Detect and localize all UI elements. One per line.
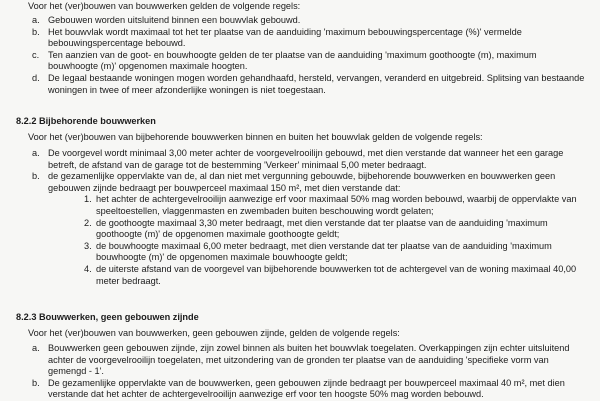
sub-list-marker: 1.: [84, 194, 92, 205]
section-823-heading: 8.2.3 Bouwwerken, geen gebouwen zijnde: [16, 312, 199, 322]
sub-list-item: [84, 264, 588, 287]
section-822-heading: 8.2.2 Bijbehorende bouwwerken: [16, 116, 156, 126]
sub-list-item: [84, 218, 588, 241]
list-marker: a.: [32, 15, 40, 25]
list-text: Het bouwvlak wordt maximaal tot het ter plaatse van de aanduiding 'maximum bebouwingspercentage (%)' vermelde bebouwingspercentage bebouwd.: [48, 26, 522, 49]
list-text: De legaal bestaande woningen mogen worden gehandhaafd, hersteld, vervangen, veranderd en uitgebreid. Splitsing van bestaande woningen in twee of meer afzonderlijke woningen is niet toegestaan.: [48, 72, 585, 95]
sub-list-marker: 4.: [84, 263, 92, 274]
block1-intro: Voor het (ver)bouwen van bouwwerken gelden de volgende regels:: [28, 1, 301, 11]
list-text: De gezamenlijke oppervlakte van de bouwwerken, geen gebouwen zijnde bedraagt per bouwperceel maximaal 40 m², met dien verstande dat het achter de achtergevelrooilijn aanwezige erf voor ten hoogste 50% mag worden bebouwd.: [48, 377, 565, 400]
list-text: Bouwwerken geen gebouwen zijnde, zijn zowel binnen als buiten het bouwvlak toegelaten. Overkappingen zijn echter uitsluitend achter de voorgevelrooilijn toegelaten, met uitzondering van de gronden ter plaatse van de aanduiding 'specifieke vorm van gemengd - 1'.: [48, 343, 570, 377]
sub-list-item: [84, 241, 588, 264]
list-text: De voorgevel wordt minimaal 3,00 meter achter de voorgevelrooilijn gebouwd, met dien verstande dat wanneer het een garage betreft, de afstand van de garage tot de bestemming 'Verkeer' minimaal 5,00 meter bedraagt.: [48, 148, 564, 170]
list-marker: d.: [32, 72, 40, 83]
list-text: Ten aanzien van de goot- en bouwhoogte gelden de ter plaatse van de aanduiding 'maximum goothoogte (m), maximum bouwhoogte (m)' opgenomen maximale hoogten.: [48, 49, 537, 72]
section-822-intro: Voor het (ver)bouwen van bijbehorende bouwwerken binnen en buiten het bouwvlak gelden de volgende regels:: [28, 132, 483, 142]
sub-list-text: de uiterste afstand van de voorgevel van bijbehorende bouwwerken tot de achtergevel van de woning maximaal 40,00 meter bedraagt.: [96, 263, 577, 286]
list-marker: a.: [32, 343, 40, 353]
list-item: [32, 377, 588, 401]
sub-list-item: [84, 194, 588, 217]
list-marker: a.: [32, 148, 40, 158]
list-item: [32, 171, 588, 287]
sub-list-marker: 2.: [84, 217, 92, 228]
list-text: Gebouwen worden uitsluitend binnen een bouwvlak gebouwd.: [48, 15, 301, 25]
sub-list-text: het achter de achtergevelrooilijn aanwezige erf voor maximaal 50% mag worden bebouwd, waarbij de oppervlakte van speeltoestellen, vlaggenmasten en zwembaden buiten beschouwing wordt gelaten;: [96, 194, 577, 216]
section-823-intro: Voor het (ver)bouwen van bouwwerken, geen gebouwen zijnde, gelden de volgende regels:: [28, 328, 400, 338]
sub-list-text: de bouwhoogte maximaal 6,00 meter bedraagt, met dien verstande dat ter plaatse van de aanduiding 'maximum bouwhoogte (m)' de opgenomen maximale bouwhoogte geldt;: [96, 240, 552, 263]
list-item: [32, 15, 588, 27]
list-marker: b.: [32, 377, 40, 388]
list-marker: b.: [32, 171, 40, 182]
list-item: [32, 72, 588, 96]
list-item: [32, 343, 588, 378]
section-822-sublist: [48, 194, 588, 287]
sub-list-text: de goothoogte maximaal 3,30 meter bedraagt, met dien verstande dat ter plaatse van de aanduiding 'maximum goothoogte (m)' de opgenomen maximale goothoogte geldt;: [96, 217, 548, 240]
section-822-list: [32, 148, 588, 287]
sub-list-marker: 3.: [84, 240, 92, 251]
list-text: de gezamenlijke oppervlakte van de, al dan niet met vergunning gebouwde, bijbehorende bouwwerken en bouwwerken geen gebouwen zijnde bedraagt per bouwperceel maximaal 150 m², met dien verstande dat:: [48, 171, 556, 193]
list-item: [32, 148, 588, 171]
list-item: [32, 26, 588, 50]
section-823-list: [32, 343, 588, 401]
block1-list: [32, 15, 588, 96]
list-marker: c.: [32, 49, 40, 60]
list-marker: b.: [32, 26, 40, 37]
list-item: [32, 49, 588, 73]
